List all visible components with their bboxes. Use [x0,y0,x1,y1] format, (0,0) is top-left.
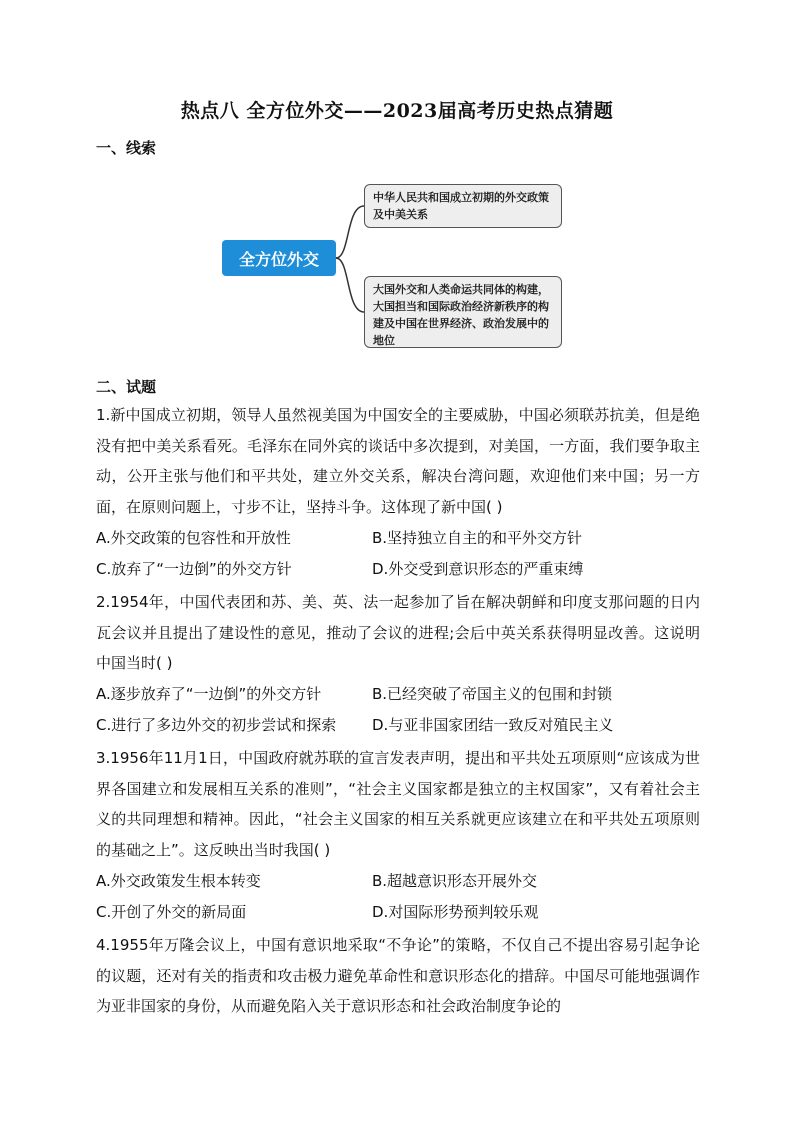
question-3-option-c: C.开创了外交的新局面 [96,902,247,921]
question-4-stem: 4.1955年万隆会议上，中国有意识地采取“不争论”的策略，不仅自己不提出容易引起争论的议题，还对有关的指责和攻击极力避免革命性和意识形态化的措辞。中国尽可能地强调作为亚非国家的身份，从而避免陷入关于意识形态和社会政治制度争论的 [96,936,700,1016]
question-2-option-d: D.与亚非国家团结一致反对殖民主义 [372,715,614,734]
question-2-options [96,679,700,740]
page-title: 热点八 全方位外交——2023届高考历史热点猜题 [180,100,614,122]
section-heading-questions: 二、试题 [96,378,157,396]
mindmap-branch-major-country-diplomacy: 大国外交和人类命运共同体的构建，大国担当和国际政治经济新秩序的构建及中国在世界经济、政治发展中的地位 [364,276,562,348]
question-3-stem: 3.1956年11月1日，中国政府就苏联的宣言发表声明，提出和平共处五项原则“应该成为世界各国建立和发展相互关系的准则”，“社会主义国家都是独立的主权国家”，又有着社会主义的共同理想和精神。因此，“社会主义国家的相互关系就更应该建立在和平共处五项原则的基础之上”。这反映出当时我国( ) [96,749,700,860]
question-1-option-d: D.外交受到意识形态的严重束缚 [372,559,584,578]
question-2-option-c: C.进行了多边外交的初步尝试和探索 [96,715,337,734]
question-2-stem: 2.1954年，中国代表团和苏、美、英、法一起参加了旨在解决朝鲜和印度支那问题的日内瓦会议并且提出了建设性的意见，推动了会议的进程;会后中英关系获得明显改善。这说明中国当时( ) [96,593,700,673]
question-3-option-d: D.对国际形势预判较乐观 [372,902,539,921]
question-2-option-b: B.已经突破了帝国主义的包围和封锁 [372,685,613,703]
section-heading-clues: 一、线索 [96,139,157,157]
question-3-option-b: B.超越意识形态开展外交 [372,872,538,890]
question-2-option-a: A.逐步放弃了“一边倒”的外交方针 [96,685,322,703]
question-1-option-a: A.外交政策的包容性和开放性 [96,529,291,547]
question-1-option-c: C.放弃了“一边倒”的外交方针 [96,559,292,578]
question-3-options [96,866,700,927]
question-3-option-a: A.外交政策发生根本转变 [96,872,261,890]
question-1-stem: 1.新中国成立初期，领导人虽然视美国为中国安全的主要威胁，中国必须联苏抗美，但是绝没有把中美关系看死。毛泽东在同外宾的谈话中多次提到，对美国，一方面，我们要争取主动，公开主张与他们和平共处，建立外交关系，解决台湾问题，欢迎他们来中国；另一方面，在原则问题上，寸步不让，坚持斗争。这体现了新中国( ) [96,406,700,517]
question-1-option-b: B.坚持独立自主的和平外交方针 [372,529,583,547]
question-1-options [96,523,700,584]
mindmap-branch-early-diplomacy: 中华人民共和国成立初期的外交政策及中美关系 [364,184,562,228]
mindmap-center-node: 全方位外交 [222,240,336,276]
